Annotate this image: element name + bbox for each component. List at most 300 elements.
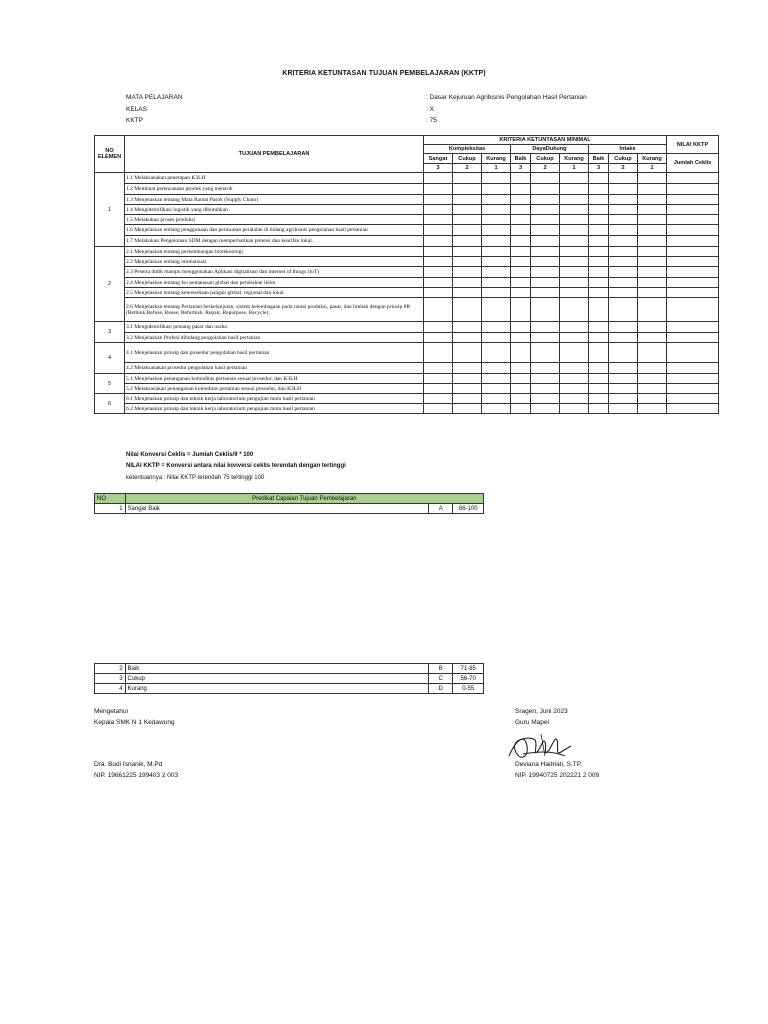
criteria-cell [511, 343, 531, 363]
objective-text: 1.7 Melakukan Pengelolaan SDM dengan memperhatikan potensi dan kearifan lokal. [125, 236, 424, 247]
criteria-cell [589, 205, 609, 215]
criteria-cell [560, 205, 589, 215]
level-header: Cukup [453, 154, 482, 164]
signature-left-footer [94, 760, 178, 781]
criteria-cell [453, 173, 482, 184]
header-intake: Intake [589, 145, 667, 154]
nilai-cell [667, 267, 719, 278]
header-kkm: KRITERIA KETUNTASAN MINIMAL [424, 136, 667, 145]
criteria-cell [482, 363, 511, 374]
score-header: 3 [589, 164, 609, 173]
header-dayadukung: DayaDukung [511, 145, 589, 154]
objective-text: 1.2 Membuat perencanaan produk yang menarik [125, 184, 424, 195]
criteria-cell [560, 384, 589, 394]
element-number: 5 [95, 374, 125, 394]
criteria-cell [531, 298, 560, 322]
criteria-cell [424, 322, 453, 333]
criteria-cell [531, 363, 560, 374]
predikat-no: 3 [95, 674, 126, 684]
criteria-cell [511, 288, 531, 298]
criteria-cell [482, 298, 511, 322]
criteria-cell [609, 343, 638, 363]
objective-text: 4.1 Menjelaskan prinsip dan prosedur pengolahan hasil pertanian [125, 343, 424, 363]
criteria-cell [589, 236, 609, 247]
criteria-cell [511, 394, 531, 404]
criteria-cell [609, 173, 638, 184]
signature-left-header [94, 707, 175, 728]
criteria-cell [589, 215, 609, 225]
score-header: 3 [424, 164, 453, 173]
criteria-cell [638, 384, 667, 394]
criteria-cell [638, 205, 667, 215]
criteria-cell [589, 394, 609, 404]
criteria-cell [560, 298, 589, 322]
criteria-cell [482, 184, 511, 195]
header-kompleksitas: Kompleksitas [424, 145, 511, 154]
predikat-label: Kurang [125, 684, 428, 694]
predikat-no: 1 [95, 504, 126, 514]
criteria-cell [511, 184, 531, 195]
criteria-cell [531, 215, 560, 225]
criteria-cell [424, 215, 453, 225]
objective-text: 1.5 Melakukan proses produksi [125, 215, 424, 225]
predikat-row [95, 674, 484, 684]
nilai-cell [667, 298, 719, 322]
criteria-cell [638, 363, 667, 374]
table-row [95, 278, 719, 288]
criteria-cell [609, 298, 638, 322]
nilai-cell [667, 278, 719, 288]
criteria-cell [609, 322, 638, 333]
score-header: 2 [453, 164, 482, 173]
criteria-cell [609, 195, 638, 205]
criteria-cell [609, 384, 638, 394]
criteria-cell [511, 225, 531, 236]
predikat-no: 2 [95, 664, 126, 674]
criteria-cell [560, 333, 589, 343]
criteria-cell [453, 404, 482, 414]
score-header: 2 [531, 164, 560, 173]
criteria-cell [424, 195, 453, 205]
info-row-class [126, 104, 587, 116]
nilai-cell [667, 374, 719, 384]
criteria-cell [511, 278, 531, 288]
table-row [95, 333, 719, 343]
predikat-range: 0-55 [453, 684, 484, 694]
level-header: Kurang [638, 154, 667, 164]
criteria-cell [453, 267, 482, 278]
criteria-cell [638, 184, 667, 195]
criteria-cell [589, 374, 609, 384]
criteria-cell [424, 363, 453, 374]
table-row [95, 195, 719, 205]
criteria-cell [609, 267, 638, 278]
criteria-cell [511, 236, 531, 247]
criteria-cell [560, 404, 589, 414]
criteria-cell [560, 195, 589, 205]
criteria-cell [589, 384, 609, 394]
criteria-cell [638, 247, 667, 257]
criteria-cell [453, 257, 482, 267]
criteria-cell [531, 267, 560, 278]
objective-text: 2.1 Menjelaskan tentang perkembangan bioteknologi [125, 247, 424, 257]
criteria-cell [531, 333, 560, 343]
nilai-cell [667, 195, 719, 205]
criteria-cell [589, 363, 609, 374]
criteria-cell [560, 184, 589, 195]
table-row [95, 236, 719, 247]
criteria-cell [453, 322, 482, 333]
info-label: MATA PELAJARAN [126, 94, 183, 101]
criteria-cell [482, 173, 511, 184]
score-header: 3 [511, 164, 531, 173]
table-row [95, 343, 719, 363]
header-no-elemen: NO ELEMEN [95, 136, 125, 173]
element-number: 1 [95, 173, 125, 247]
nilai-cell [667, 257, 719, 267]
table-row [95, 184, 719, 195]
sig-left-line2: Kepala SMK N 1 Kedawung [94, 718, 175, 726]
info-label: KKTP [126, 117, 143, 124]
criteria-cell [453, 195, 482, 205]
criteria-cell [531, 343, 560, 363]
criteria-cell [638, 404, 667, 414]
criteria-cell [482, 215, 511, 225]
criteria-cell [638, 343, 667, 363]
criteria-cell [609, 404, 638, 414]
sig-right-nip: NIP. 19940725 202221 2 009 [515, 771, 600, 779]
criteria-cell [511, 322, 531, 333]
criteria-cell [531, 278, 560, 288]
nilai-cell [667, 343, 719, 363]
criteria-cell [482, 374, 511, 384]
criteria-cell [453, 298, 482, 322]
criteria-cell [482, 205, 511, 215]
criteria-cell [609, 278, 638, 288]
criteria-cell [609, 257, 638, 267]
criteria-cell [424, 343, 453, 363]
criteria-cell [609, 236, 638, 247]
header-tujuan: TUJUAN PEMBELAJARAN [125, 136, 424, 173]
criteria-cell [453, 278, 482, 288]
criteria-cell [511, 173, 531, 184]
criteria-cell [424, 225, 453, 236]
criteria-cell [638, 333, 667, 343]
predikat-no: 4 [95, 684, 126, 694]
criteria-cell [589, 278, 609, 288]
sig-right-line2: Guru Mapel [515, 718, 549, 726]
criteria-cell [638, 236, 667, 247]
criteria-cell [424, 184, 453, 195]
sig-left-name: Dra. Budi Isnanik, M.Pd [94, 761, 163, 768]
criteria-cell [482, 343, 511, 363]
nilai-cell [667, 184, 719, 195]
element-number: 2 [95, 247, 125, 322]
criteria-cell [511, 205, 531, 215]
level-header: Baik [589, 154, 609, 164]
criteria-cell [424, 173, 453, 184]
criteria-cell [589, 257, 609, 267]
criteria-cell [638, 278, 667, 288]
nilai-cell [667, 236, 719, 247]
criteria-cell [560, 257, 589, 267]
criteria-cell [560, 394, 589, 404]
subject-info [126, 92, 587, 127]
criteria-cell [424, 384, 453, 394]
predikat-grade: B [429, 664, 453, 674]
nilai-cell [667, 173, 719, 184]
criteria-cell [453, 333, 482, 343]
nilai-cell [667, 205, 719, 215]
criteria-cell [638, 267, 667, 278]
objective-text: 5.1 Menjelaskan penanganan komoditas pertanian sesuai prosedur, dan K3LH [125, 374, 424, 384]
criteria-cell [531, 394, 560, 404]
criteria-cell [453, 394, 482, 404]
element-number: 4 [95, 343, 125, 374]
criteria-cell [589, 184, 609, 195]
note-nilai-kktp: NILAI KKTP = Konversi antara nilai konversi ceklis terendah dengan tertinggi [126, 462, 346, 469]
criteria-cell [482, 236, 511, 247]
objective-text: 6.1 Menjelaskan prinsip dan teknik kerja laboratorium pengujian mutu hasil pertanian [125, 394, 424, 404]
objective-text: 1.4 Mengidentifikasi logistik yang dibutuhkan [125, 205, 424, 215]
criteria-cell [424, 333, 453, 343]
objective-text: 2.4 Menjelaskan tentang Isu pemanasan global dan perubahan iklim [125, 278, 424, 288]
predikat-range: 71-85 [453, 664, 484, 674]
criteria-cell [453, 247, 482, 257]
criteria-cell [638, 374, 667, 384]
nilai-cell [667, 404, 719, 414]
criteria-cell [638, 322, 667, 333]
criteria-cell [609, 247, 638, 257]
nilai-cell [667, 363, 719, 374]
criteria-cell [589, 288, 609, 298]
objective-text: 1.3 Menjelaskan tentang Mata Rantai Pasok (Supply Chain) [125, 195, 424, 205]
criteria-cell [638, 173, 667, 184]
objective-text: 4.2 Melaksanakan prosedur pengolahan hasil pertanian [125, 363, 424, 374]
predikat-range: 86-100 [453, 504, 484, 514]
criteria-cell [453, 215, 482, 225]
info-value: : Dasar Kejuruan Agribisnis Pengolahan Hasil Pertanian [426, 94, 587, 101]
criteria-cell [424, 205, 453, 215]
criteria-cell [609, 374, 638, 384]
objective-text: 1.6 Menjelaskan tentang penggunaan dan perawatan peralatan di bidang agribisnis pengolahan hasil pertanian [125, 225, 424, 236]
criteria-cell [638, 225, 667, 236]
criteria-cell [638, 195, 667, 205]
criteria-cell [589, 404, 609, 414]
kktp-table [94, 135, 719, 414]
predikat-header: Predikat Capaian Tujuan Pembelajaran [125, 494, 483, 504]
criteria-cell [482, 225, 511, 236]
level-header: Cukup [531, 154, 560, 164]
level-header: Sangat [424, 154, 453, 164]
predikat-header-row [95, 494, 484, 504]
criteria-cell [589, 267, 609, 278]
criteria-cell [560, 215, 589, 225]
criteria-cell [531, 195, 560, 205]
criteria-cell [560, 173, 589, 184]
criteria-cell [453, 384, 482, 394]
criteria-cell [560, 278, 589, 288]
predikat-range: 56-70 [453, 674, 484, 684]
objective-text: 2.6 Menjelaskan tentang Pertanian berkelanjutan, sistem kelembagaan pada rantai produksi, pasar, dan limbah dengan prinsip 8R (Rethink,Refuse, Reuse, Refurbish, Repair, Repurpose, Recycle). [125, 298, 424, 322]
predikat-table-continued [94, 663, 484, 694]
sig-left-line1: Mengetahui [94, 708, 128, 715]
criteria-cell [511, 257, 531, 267]
note-konversi: Nilai Konversi Ceklis = Jumlah Ceklis/9 * 100 [126, 452, 254, 458]
criteria-cell [453, 225, 482, 236]
predikat-no-header: NO [95, 494, 126, 504]
table-row [95, 322, 719, 333]
criteria-cell [638, 257, 667, 267]
table-row [95, 404, 719, 414]
objective-text: 2.2 Menjelaskan tentang otomatisasi [125, 257, 424, 267]
criteria-cell [560, 374, 589, 384]
table-row [95, 205, 719, 215]
table-row [95, 288, 719, 298]
criteria-cell [589, 173, 609, 184]
criteria-cell [589, 333, 609, 343]
criteria-cell [560, 225, 589, 236]
objective-text: 2.5 Menjelaskan tentang ketersediaan pangan global, regional dan lokal [125, 288, 424, 298]
table-row [95, 247, 719, 257]
criteria-cell [511, 267, 531, 278]
nilai-cell [667, 247, 719, 257]
criteria-cell [482, 322, 511, 333]
criteria-cell [589, 298, 609, 322]
criteria-cell [482, 267, 511, 278]
criteria-cell [424, 394, 453, 404]
table-row [95, 173, 719, 184]
criteria-cell [453, 184, 482, 195]
table-row [95, 267, 719, 278]
objective-text: 3.1 Mengidentifikasi peluang pasar dan usaha [125, 322, 424, 333]
predikat-row [95, 684, 484, 694]
table-row [95, 225, 719, 236]
criteria-cell [424, 404, 453, 414]
criteria-cell [560, 343, 589, 363]
sig-right-line1: Sragen, Juni 2023 [515, 708, 568, 715]
criteria-cell [560, 247, 589, 257]
criteria-cell [453, 363, 482, 374]
table-row [95, 215, 719, 225]
criteria-cell [453, 343, 482, 363]
criteria-cell [511, 195, 531, 205]
table-row [95, 257, 719, 267]
predikat-grade: C [429, 674, 453, 684]
nilai-cell [667, 333, 719, 343]
signature-right-footer [515, 760, 599, 781]
criteria-cell [453, 236, 482, 247]
level-header: Kurang [560, 154, 589, 164]
note-ketentuan: ketentuannya : Nilai KKTP terendah 75 tertinggi 100 [126, 475, 265, 481]
criteria-cell [511, 384, 531, 394]
score-header: 1 [482, 164, 511, 173]
score-header: 2 [609, 164, 638, 173]
criteria-cell [609, 288, 638, 298]
criteria-cell [511, 363, 531, 374]
criteria-cell [589, 322, 609, 333]
criteria-cell [531, 225, 560, 236]
table-row [95, 384, 719, 394]
criteria-cell [424, 257, 453, 267]
criteria-cell [482, 384, 511, 394]
criteria-cell [424, 374, 453, 384]
objective-text: 3.2 Menjelaskan Profesi dibidang pengolahan hasil pertanian [125, 333, 424, 343]
notes [126, 450, 346, 485]
objective-text: 1.1 Melaksanakan penerapan K3LH [125, 173, 424, 184]
predikat-table [94, 493, 484, 514]
table-row [95, 298, 719, 322]
criteria-cell [482, 288, 511, 298]
kktp-table-body [95, 173, 719, 414]
predikat-grade: D [429, 684, 453, 694]
criteria-cell [482, 247, 511, 257]
criteria-cell [424, 267, 453, 278]
criteria-cell [560, 236, 589, 247]
nilai-cell [667, 225, 719, 236]
predikat-label: Sangat Baik [125, 504, 428, 514]
criteria-cell [609, 215, 638, 225]
criteria-cell [482, 195, 511, 205]
criteria-cell [609, 363, 638, 374]
info-label: KELAS [126, 105, 147, 113]
criteria-cell [511, 333, 531, 343]
criteria-cell [638, 215, 667, 225]
criteria-cell [531, 205, 560, 215]
info-value: : 75 [426, 117, 437, 124]
score-header: 1 [560, 164, 589, 173]
criteria-cell [511, 298, 531, 322]
criteria-cell [609, 333, 638, 343]
criteria-cell [424, 298, 453, 322]
criteria-cell [424, 278, 453, 288]
criteria-cell [589, 343, 609, 363]
criteria-cell [424, 247, 453, 257]
info-row-subject [126, 92, 587, 104]
table-row [95, 363, 719, 374]
criteria-cell [511, 374, 531, 384]
criteria-cell [609, 394, 638, 404]
level-header: Cukup [609, 154, 638, 164]
criteria-cell [424, 288, 453, 298]
criteria-cell [609, 205, 638, 215]
criteria-cell [482, 333, 511, 343]
level-header: Kurang [482, 154, 511, 164]
criteria-cell [511, 247, 531, 257]
nilai-cell [667, 215, 719, 225]
criteria-cell [531, 404, 560, 414]
sig-left-nip: NIP. 19661225 199403 2 003 [94, 771, 179, 779]
criteria-cell [531, 184, 560, 195]
score-header: 1 [638, 164, 667, 173]
predikat-label: Cukup [125, 674, 428, 684]
criteria-cell [609, 225, 638, 236]
objective-text: 5.2 Melaksanakan penanganan komoditas pertanian sesuai prosedur, dan K3LH [125, 384, 424, 394]
criteria-cell [638, 288, 667, 298]
element-number: 6 [95, 394, 125, 414]
level-header: Baik [511, 154, 531, 164]
nilai-cell [667, 288, 719, 298]
criteria-cell [531, 288, 560, 298]
criteria-cell [531, 247, 560, 257]
signature-right-header [515, 707, 568, 728]
criteria-cell [453, 205, 482, 215]
criteria-cell [589, 195, 609, 205]
criteria-cell [482, 257, 511, 267]
header-jumlah-ceklis: Jumlah Ceklis [667, 154, 719, 173]
criteria-cell [482, 404, 511, 414]
criteria-cell [531, 257, 560, 267]
